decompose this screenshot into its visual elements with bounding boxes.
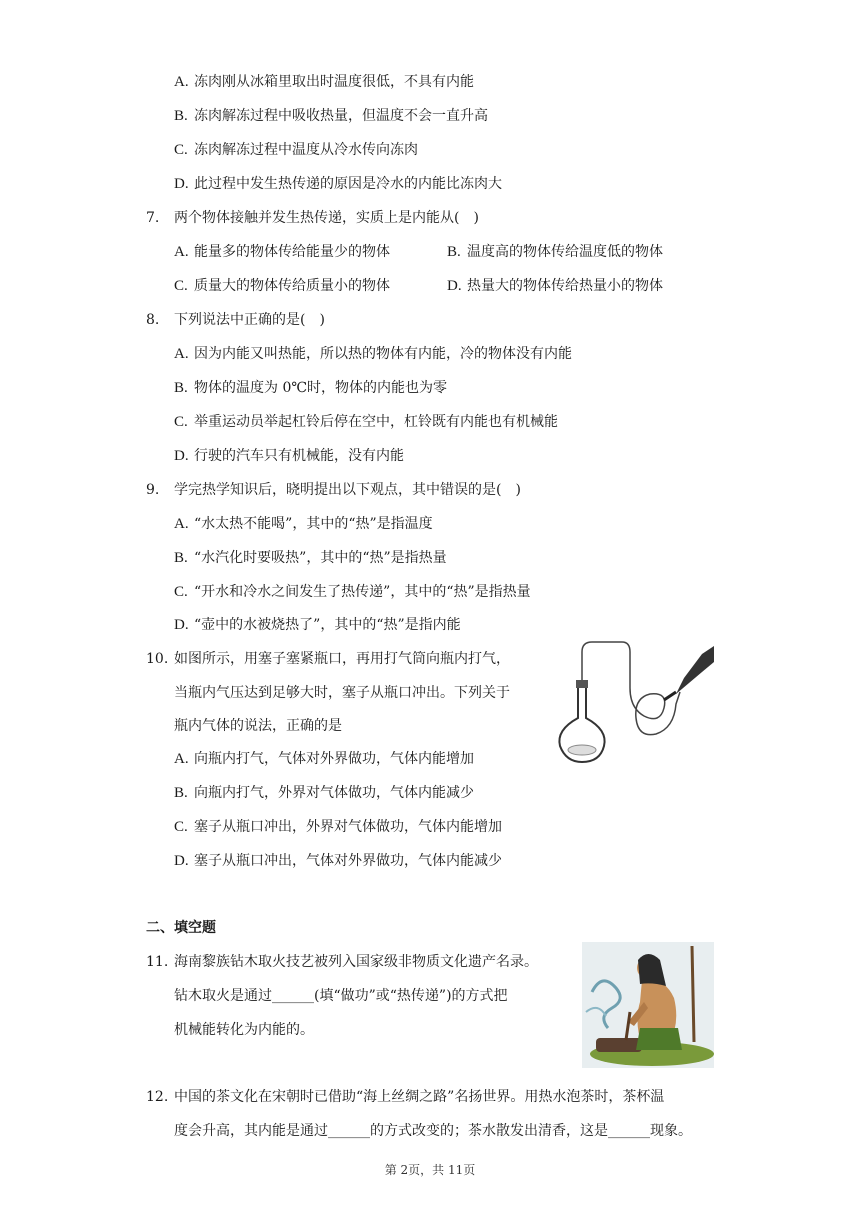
q7-option-d: D. 热量大的物体传给热量小的物体	[447, 278, 663, 294]
q7-number: 7.	[146, 210, 160, 226]
q6-option-a: A. 冻肉刚从冰箱里取出时温度很低，不具有内能	[174, 74, 474, 90]
q9-stem: 学完热学知识后，晓明提出以下观点，其中错误的是( )	[174, 482, 521, 498]
q8-option-c: C. 举重运动员举起杠铃后停在空中，杠铃既有内能也有机械能	[174, 414, 558, 430]
q6-option-c: C. 冻肉解冻过程中温度从冷水传向冻肉	[174, 142, 418, 158]
q7-option-a: A. 能量多的物体传给能量少的物体	[174, 244, 390, 260]
q9-option-b: B. “水汽化时要吸热”，其中的“热”是指热量	[174, 550, 447, 566]
q10-stem-line-3: 瓶内气体的说法，正确的是	[174, 718, 342, 734]
q11-line-1: 海南黎族钻木取火技艺被列入国家级非物质文化遗产名录。	[174, 954, 538, 970]
q11-line-2: 钻木取火是通过______(填“做功”或“热传递”)的方式把	[174, 988, 508, 1004]
q9-option-a: A. “水太热不能喝”，其中的“热”是指温度	[174, 516, 433, 532]
q8-option-d: D. 行驶的汽车只有机械能，没有内能	[174, 448, 404, 464]
q8-stem: 下列说法中正确的是( )	[174, 312, 325, 328]
q6-option-d: D. 此过程中发生热传递的原因是冷水的内能比冻肉大	[174, 176, 502, 192]
q7-option-b: B. 温度高的物体传给温度低的物体	[447, 244, 663, 260]
q10-stem-line-2: 当瓶内气压达到足够大时，塞子从瓶口冲出。下列关于	[174, 685, 510, 701]
q6-option-b: B. 冻肉解冻过程中吸收热量，但温度不会一直升高	[174, 108, 488, 124]
fire-drilling-illustration	[582, 942, 714, 1068]
q8-number: 8.	[146, 312, 160, 328]
q12-number: 12.	[146, 1089, 169, 1105]
q12-line-1: 中国的茶文化在宋朝时已借助“海上丝绸之路”名扬世界。用热水泡茶时，茶杯温	[174, 1089, 665, 1105]
q10-option-b: B. 向瓶内打气，外界对气体做功，气体内能减少	[174, 785, 474, 801]
q10-option-a: A. 向瓶内打气，气体对外界做功，气体内能增加	[174, 751, 474, 767]
flask-pump-figure	[552, 638, 716, 766]
q11-line-3: 机械能转化为内能的。	[174, 1022, 314, 1038]
q10-number: 10.	[146, 651, 169, 667]
q7-option-c: C. 质量大的物体传给质量小的物体	[174, 278, 390, 294]
q9-option-c: C. “开水和冷水之间发生了热传递”，其中的“热”是指热量	[174, 584, 531, 600]
section-2-title: 二、填空题	[146, 920, 216, 936]
q10-option-d: D. 塞子从瓶口冲出，气体对外界做功，气体内能减少	[174, 853, 502, 869]
q12-line-2: 度会升高，其内能是通过______的方式改变的；茶水散发出清香，这是______现象。	[174, 1123, 692, 1139]
q10-stem-line-1: 如图所示，用塞子塞紧瓶口，再用打气筒向瓶内打气，	[174, 651, 510, 667]
q8-option-b: B. 物体的温度为 0℃时，物体的内能也为零	[174, 380, 448, 396]
q10-option-c: C. 塞子从瓶口冲出，外界对气体做功，气体内能增加	[174, 819, 502, 835]
page-footer: 第 2页，共 11页	[384, 1163, 476, 1177]
q9-option-d: D. “壶中的水被烧热了”，其中的“热”是指内能	[174, 617, 461, 633]
q7-stem: 两个物体接触并发生热传递，实质上是内能从( )	[174, 210, 479, 226]
q9-number: 9.	[146, 482, 160, 498]
q8-option-a: A. 因为内能又叫热能，所以热的物体有内能，冷的物体没有内能	[174, 346, 572, 362]
q11-number: 11.	[146, 954, 169, 970]
